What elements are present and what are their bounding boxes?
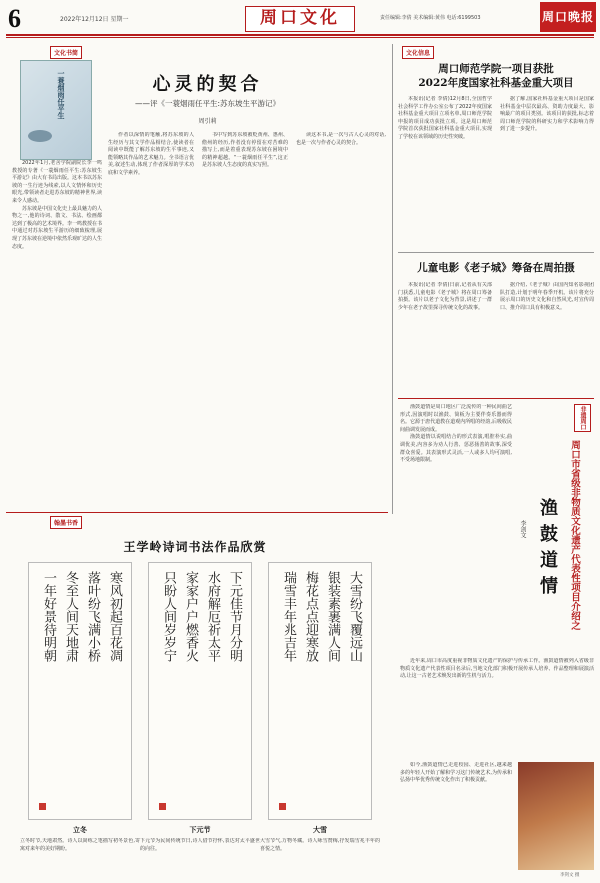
work-caption: 大雪 [313, 825, 327, 834]
calligraphy-line: 瑞雪丰年兆吉年 [281, 571, 296, 662]
photo-caption: 李剑文 摄 [560, 873, 580, 878]
calligraphy-line: 寒风初起百花凋 [107, 571, 122, 662]
feature-paragraph: 近年来,周口市高度重视非物质文化遗产的保护与传承工作。渔鼓道情被列入省级非物质文化遗产代表性项目名录后,当地文化部门积极开展传承人培养、作品整理和展演活动,让这一古老艺术焕发出新的生机与活力。 [400, 658, 594, 680]
review-paragraph: 书中写到苏东坡被贬黄州、惠州、儋州的经历,作者没有停留在对苦难的描写上,而是着重表现苏东坡在困境中的精神超越。“一蓑烟雨任平生”,这正是苏东坡人生态度的真实写照。 [202, 132, 288, 169]
news1-title-line2: 2022年度国家社科基金重大项目 [418, 77, 574, 89]
calligraphy-line: 冬至人间天地肃 [63, 571, 78, 662]
performance-photo [518, 762, 594, 870]
feature-paragraph: 渔鼓道情以说唱结合的形式表演,唱腔朴实,曲调优美,内容多为劝人行善、惩恶扬善的故事,深受群众喜爱。其表演形式灵活,一人或多人均可演唱,不受场地限制。 [400, 434, 512, 464]
news-tag: 文化信息 [402, 46, 434, 59]
review-paragraph: 苏东坡是中国文化史上最具魅力的人物之一,他的诗词、散文、书法、绘画都达到了极高的艺术境界。李一鸣教授在书中通过对苏东坡生平游历的细致梳理,展现了苏东坡在逆境中依然乐观旷达的人生态度。 [12, 205, 102, 250]
work-note: 下元节为民间传统节日,诗人借节抒怀,表达对太平盛世的向往。 [140, 838, 260, 852]
review-body-col1 [12, 160, 102, 505]
calligraphy-work-1 [28, 562, 132, 820]
book-cover-title: 一蓑烟雨任平生 [57, 70, 65, 119]
feature-author: 李剑文 [519, 520, 526, 538]
feature-title: 渔鼓道情 [537, 498, 558, 602]
review-paragraph: 作者以深情的笔触,将苏东坡的人生经历与其文学作品相结合,使读者在阅读中既能了解苏东坡的生平事迹,又能领略其作品的艺术魅力。全书语言优美,叙述生动,体现了作者深厚的学术功底和文学素养。 [108, 132, 194, 176]
feature-body-bottom [400, 762, 512, 878]
review-author: 周引莉 [198, 118, 217, 125]
calligraphy-line: 下元佳节月分明 [227, 571, 242, 662]
calligraphy-line: 家家户户燃香火 [183, 571, 198, 662]
calligraphy-line: 一年好景待明朝 [41, 571, 56, 662]
header-rule-thin [6, 37, 594, 38]
calligraphy-line: 银装素裹满人间 [325, 571, 340, 662]
feature-body-mid [400, 658, 594, 758]
work-note: 立冬时节,天地肃然。诗人以简练之笔描写初冬景色,寄寓对来年的美好期盼。 [20, 838, 140, 852]
review-title: 心灵的契合 [152, 74, 263, 95]
work-caption: 下元节 [189, 825, 211, 834]
calligraphy-line: 落叶纷飞满小桥 [85, 571, 100, 662]
news1-title [398, 62, 594, 90]
news1-body [398, 96, 594, 246]
news1-paragraph: 本报讯(记者 李倩)12月8日,全国哲学社会科学工作办公室公布了2022年度国家社科基金重大项目立项名单,周口师范学院申报的项目成功获批立项。这是周口师范学院首次获批国家社科基金重大项目,实现了学校在该领域的历史性突破。 [398, 96, 492, 140]
page-number: 6 [8, 4, 21, 33]
seal-stamp [159, 803, 166, 810]
feature-body-top [400, 404, 512, 654]
news1-paragraph: 据了解,国家社科基金重大项目是国家社科基金中层次最高、资助力度最大、影响最广的项目类别。该项目的获批,标志着周口师范学院的科研实力和学术影响力得到了进一步提升。 [500, 96, 594, 133]
calligraphy-work-3 [268, 562, 372, 820]
feature-vertical-title: 周口市省级非物质文化遗产代表性项目介绍之 [569, 440, 580, 630]
feature-paragraph: 渔鼓道情是周口地区广泛流传的一种民间曲艺形式,因演唱时以渔鼓、简板为主要伴奏乐器而得名。它源于唐代道教在道观内所唱的经韵,后吸收民间曲调发展而成。 [400, 404, 512, 433]
calligraphy-title: 王学岭诗词书法作品欣赏 [123, 540, 267, 554]
calligraphy-tag: 翰墨书香 [50, 516, 82, 529]
news2-paragraph: 据介绍,《老子城》由国内知名影视团队打造,计划于明年春季开机。该片将充分展示周口的历史文化和自然风光,对宣传周口、推介周口具有积极意义。 [500, 282, 594, 311]
calligraphy-line: 水府解厄祈太平 [205, 571, 220, 662]
review-body-col2 [108, 132, 288, 507]
review-body-col3 [296, 132, 386, 507]
newspaper-logo: 周口晚报 [540, 2, 596, 32]
seal-stamp [39, 803, 46, 810]
review-subtitle: ——评《一蓑烟雨任平生:苏东坡生平游记》 [134, 99, 281, 108]
book-cover-bird [28, 130, 52, 142]
news2-paragraph: 本报讯(记者 李倩)日前,记者从有关部门获悉,儿童电影《老子城》将在周口筹备拍摄。该片以老子文化为背景,讲述了一群少年在老子故里探寻传统文化的故事。 [398, 282, 492, 311]
column-divider [392, 44, 393, 514]
calligraphy-rule [6, 512, 388, 513]
news2-body [398, 282, 594, 392]
news-divider [398, 252, 594, 253]
section-title: 周口文化 [245, 6, 355, 32]
editor-credits: 责任编辑:李倩 美术编辑:黄伟 电话:6199503 [380, 15, 481, 21]
work-note: 大雪节气,万物冬藏。诗人咏雪赞梅,抒发瑞雪兆丰年的喜悦之情。 [260, 838, 380, 852]
feature-paragraph: 如今,渔鼓道情已走进校园、走进社区,越来越多的年轻人开始了解和学习这门传统艺术,为传承和弘扬中华优秀传统文化作出了积极贡献。 [400, 762, 512, 784]
review-paragraph: 2022年1月,老舍学院副院长李一鸣教授的专著《一蓑烟雨任平生:苏东坡生平游记》由大有书局出版。这本书以苏东坡的一生行迹为线索,以人文情怀和历史眼光,带领读者走进苏东坡的精神世界,读来令人感动。 [12, 160, 102, 204]
review-paragraph: 读这本书,是一次与古人心灵的对话,也是一次与作者心灵的契合。 [296, 132, 386, 146]
calligraphy-lines [37, 571, 125, 811]
calligraphy-work-2 [148, 562, 252, 820]
feature-rule [398, 398, 594, 399]
issue-date: 2022年12月12日 星期一 [60, 16, 129, 23]
work-caption: 立冬 [73, 825, 87, 834]
seal-stamp [279, 803, 286, 810]
calligraphy-lines [157, 571, 245, 811]
calligraphy-line: 只盼人间岁岁宁 [161, 571, 176, 662]
news1-title-line1: 周口师范学院一项目获批 [438, 63, 554, 75]
calligraphy-line: 梅花点点迎寒放 [303, 571, 318, 662]
news2-title: 儿童电影《老子城》筹备在周拍摄 [417, 262, 575, 274]
header-rule [6, 34, 594, 36]
calligraphy-line: 大雪纷飞覆远山 [347, 571, 362, 662]
calligraphy-lines [277, 571, 365, 811]
feature-column-tag: 非遗周口 [574, 404, 591, 432]
review-tag: 文化书简 [50, 46, 82, 59]
